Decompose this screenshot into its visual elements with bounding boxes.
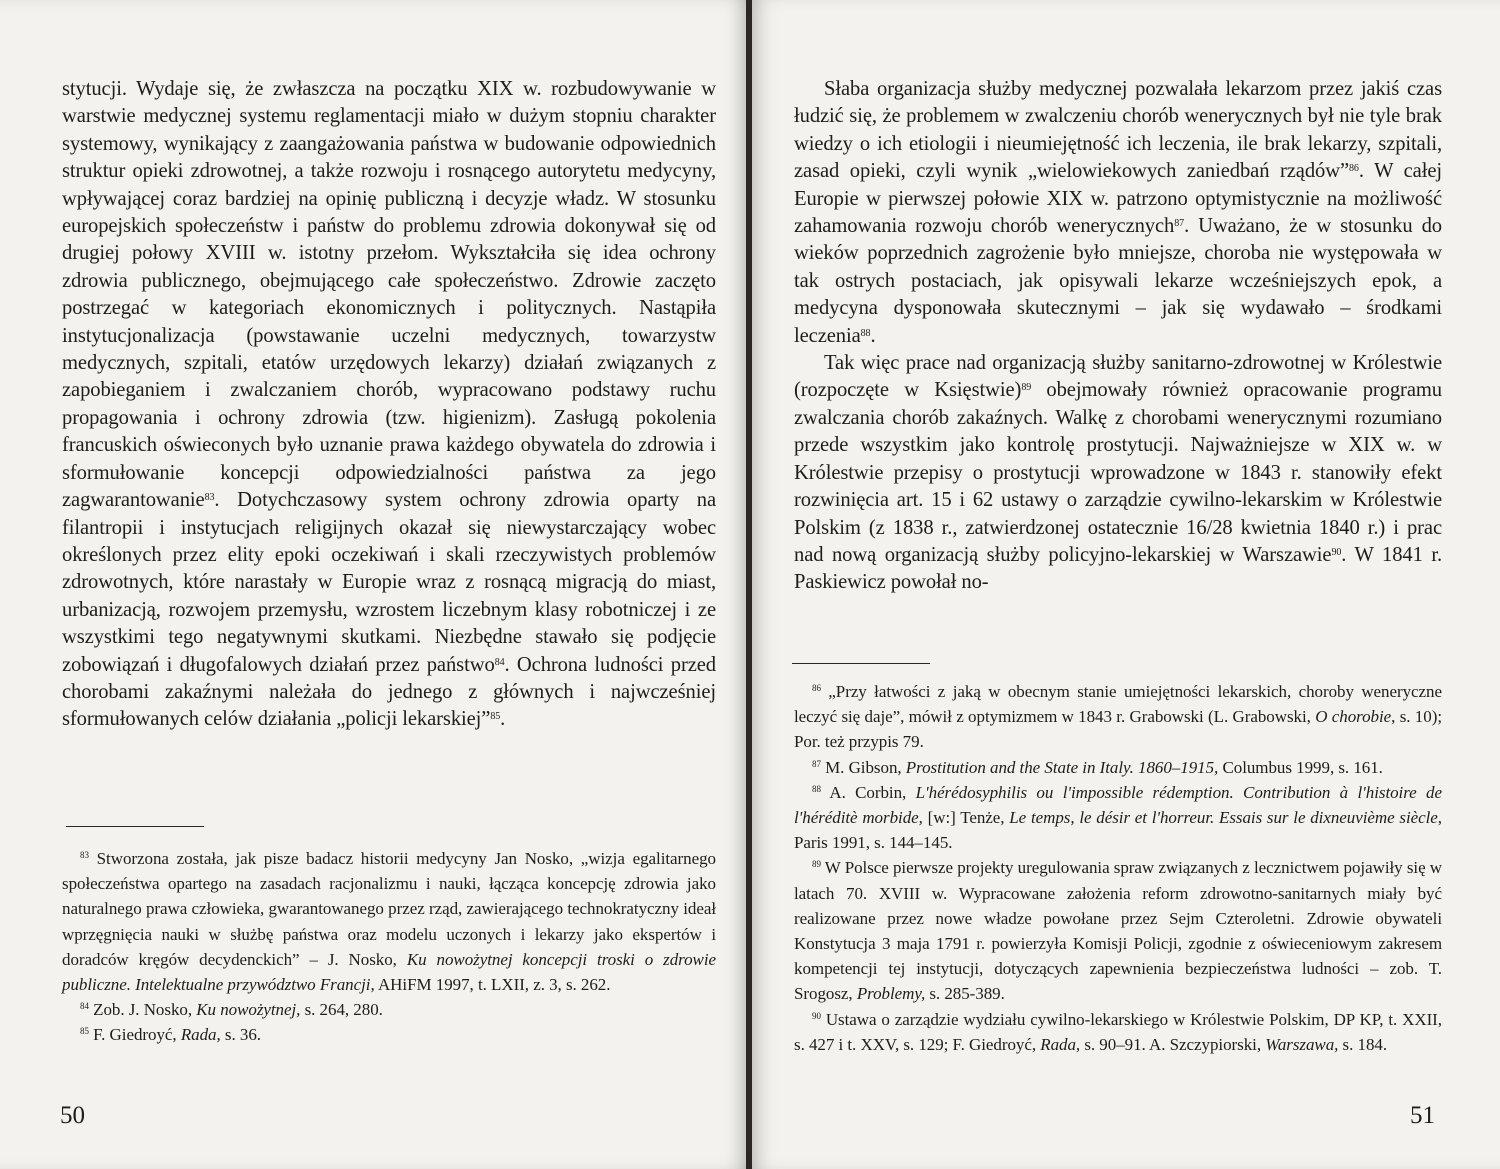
footnote-marker: 90 xyxy=(812,1010,821,1021)
body-paragraph xyxy=(794,350,1442,597)
text-run: W Polsce pierwsze projekty uregulowania spraw związanych z lecznictwem pojawiły się w latach 70. XVIII w. Wypracowane założenia reform zdrowotno-sanitarnych miały być realizowane przez nowe władze powołane przez Sejm Czteroletni. Zdrowie obywateli Konstytucja 3 maja 1791 r. powierzyła Komisji Policji, zgodnie z oświeceniowym zakresem kompetencji tej instytucji, dotyczących zapewnienia bezpieczeństwa ludności – zob. T. Srogosz, xyxy=(794,858,1442,1004)
text-run: A. Corbin, xyxy=(820,782,916,802)
footnote-separator xyxy=(792,663,930,664)
footnote-marker: 89 xyxy=(1021,382,1032,394)
text-run: s. 90–91. A. Szczypiorski, xyxy=(1080,1034,1266,1054)
text-run: , AHiFM 1997, t. LXII, z. 3, s. 262. xyxy=(370,975,611,995)
footnote-marker: 83 xyxy=(204,492,215,504)
italic-title: L'hérédosyphilis ou l'impossible rédemption. Contribution à l'histoire de l'héréditè morbide, xyxy=(794,782,1442,828)
italic-title: Ku nowożytnej koncepcji troski o zdrowie publiczne. Intelektualne przywództwo Francji xyxy=(62,949,717,995)
text-run: s. 285-389. xyxy=(925,984,1005,1004)
left-body-text xyxy=(62,76,716,734)
footnote-separator xyxy=(66,826,204,827)
text-run: Ustawa o zarządzie wydziału cywilno-lekarskiego w Królestwie Polskim, DP KP, t. XXII, s. 427 i t. XXV, s. 129; F. Giedroyć, xyxy=(794,1009,1442,1054)
italic-title: O chorobie xyxy=(1315,707,1392,727)
italic-title: Rada, xyxy=(180,1025,221,1045)
text-run: Zob. J. Nosko, xyxy=(88,1000,197,1020)
italic-title: Le temps, le désir et l'horreur. Essais sur le dixneuvième siècle xyxy=(1009,808,1438,828)
text-run: „Przy łatwości z jaką w obecnym stanie umiejętności lekarskich, choroby weneryczne leczyć się daje”, mówił z optymizmem w 1843 r. Grabowski (L. Grabowski, xyxy=(794,682,1442,727)
text-run: obejmowały również opracowanie programu zwalczania chorób zakaźnych. Walkę z chorobami wenerycznymi rozumiano przede wszystkim jako kontrolę prostytucji. Najważniejsze w XIX w. w Królestwie przepisy o prostytucji wprowadzone w 1843 r. stanowiły efekt rozwinięcia art. 15 i 62 ustawy o zarządzie cywilno-lekarskim w Królestwie Polskim (z 1838 r., zatwierdzonej ostatecznie 16/28 kwietnia 1840 r.) i prac nad nową organizacją służby policyjno-lekarskiej w Warszawie xyxy=(794,379,1442,566)
footnote-marker: 90 xyxy=(1331,546,1342,558)
text-run: Stworzona została, jak pisze badacz historii medycyny Jan Nosko, „wizja egalitarnego społeczeństwa opartego na zasadach racjonalizmu i nauki, łącząca koncepcję zdrowia jako naturalnego prawa człowieka, gwarantowanego przez rząd, zawierającego technokratyczny ideał wprzęgnięcia nauki w służbę państwa oraz modelu uczonych i lekarzy jako ekspertów i doradców kręgów decydenckich” – J. Nosko, xyxy=(62,849,716,969)
footnote-marker: 87 xyxy=(1174,218,1185,230)
text-run: F. Giedroyć, xyxy=(88,1025,181,1045)
right-footnotes xyxy=(794,679,1442,1057)
footnote xyxy=(62,997,716,1022)
footnote xyxy=(794,780,1442,856)
page-number: 50 xyxy=(60,1102,85,1129)
text-run: Tak więc prace nad organizacją służby sanitarno-zdrowotnej w Królestwie (rozpoczęte w Księstwie) xyxy=(794,352,1442,402)
footnote-marker: 83 xyxy=(80,850,89,860)
footnote-marker: 84 xyxy=(494,656,505,668)
text-run: s. 36. xyxy=(220,1025,261,1045)
footnote-marker: 86 xyxy=(1349,163,1359,175)
text-run: Słaba organizacja służby medycznej pozwalała lekarzom przez jakiś czas łudzić się, że problemem w zwalczeniu chorób wenerycznych był nie tyle brak wiedzy o ich etiologii i nieumiejętność ich leczenia, ile brak lekarzy, szpitali, zasad opieki, czyli wynik „wielowiekowych zaniedbań rządów” xyxy=(794,78,1442,183)
footnote-marker: 85 xyxy=(490,711,501,723)
italic-title: Prostitution and the State in Italy. 1860–1915, xyxy=(905,757,1219,777)
text-run: s. 264, 280. xyxy=(300,1000,383,1020)
italic-title: Ku nowożytnej, xyxy=(196,1000,301,1020)
footnote xyxy=(794,755,1442,780)
footnote-marker: 87 xyxy=(812,758,821,769)
text-run: . xyxy=(870,324,876,347)
text-run: . Dotychczasowy system ochrony zdrowia oparty na filantropii i instytucjach religijnych okazał się niewystarczający wobec określonych przez elity epoki oczekiwań i skali rzeczywistych problemów zdrowotnych, które narastały w Europie wraz z rosnącą migracją do miast, urbanizacją, rozwojem przemysłu, wzrostem liczebnym klasy robotniczej i ze wszystkimi tego negatywnymi skutkami. Niezbędne stawało się podjęcie zobowiązań i długofalowych działań przez państwo xyxy=(62,489,716,676)
text-run: M. Gibson, xyxy=(820,757,906,777)
text-run: . W 1841 r. Paskiewicz powołał no- xyxy=(794,543,1442,594)
body-paragraph xyxy=(62,76,716,734)
italic-title: Rada, xyxy=(1040,1034,1081,1054)
text-run: . Uważano, że w stosunku do wieków poprzednich zagrożenie było mniejsze, choroba nie występowała w tak ostrych postaciach, jak opisywali lekarze wcześniejszych epok, a medycyna dysponowała skutecznymi – jak się wydawało – środkami leczenia xyxy=(794,215,1442,347)
footnote xyxy=(62,1022,716,1047)
footnote-marker: 85 xyxy=(80,1026,89,1037)
footnote xyxy=(794,679,1442,755)
right-page xyxy=(752,0,1500,1169)
italic-title: Problemy, xyxy=(856,984,926,1004)
footnote xyxy=(62,846,716,997)
footnote xyxy=(794,855,1442,1006)
text-run: [w:] Tenże, xyxy=(922,808,1010,828)
text-run: Columbus 1999, s. 161. xyxy=(1218,757,1383,777)
footnote-marker: 88 xyxy=(860,327,871,339)
text-run: . xyxy=(500,708,506,731)
text-run: , s. 10); Por. też przypis 79. xyxy=(794,707,1442,752)
footnote-marker: 88 xyxy=(812,783,821,794)
italic-title: Warszawa, xyxy=(1265,1034,1339,1054)
body-paragraph xyxy=(794,76,1442,350)
left-page xyxy=(0,0,748,1169)
text-run: . Ochrona ludności przed chorobami zakaźnymi należała do jednego z głównych i najwcześniej sformułowanych celów działania „policji lekarskiej” xyxy=(62,653,716,731)
left-footnotes xyxy=(62,846,716,1048)
footnote-marker: 84 xyxy=(80,1001,89,1012)
footnote xyxy=(794,1007,1442,1057)
page-number: 51 xyxy=(1410,1102,1435,1129)
text-run: . W całej Europie w pierwszej połowie XIX w. patrzono optymistycznie na możliwość zahamowania rozwoju chorób wenerycznych xyxy=(794,160,1442,238)
text-run: s. 184. xyxy=(1338,1034,1388,1054)
footnote-marker: 89 xyxy=(812,859,821,870)
right-body-text xyxy=(794,76,1442,597)
footnote-marker: 86 xyxy=(812,683,821,693)
text-run: stytucji. Wydaje się, że zwłaszcza na początku XIX w. rozbudowywanie w warstwie medycznej systemu reglamentacji miało w dużym stopniu charakter systemowy, wynikający z zaangażowania państwa w budowanie odpowiednich struktur opieki zdrowotnej, a także rozwoju i rosnącego autorytetu medycyny, wpływającej coraz bardziej na opinię publiczną i decyzje władz. W stosunku europejskich społeczeństw i państw do problemu zdrowia dokonywał się od drugiej połowy XVIII w. istotny przełom. Wykształciła się idea ochrony zdrowia publicznego, obejmującego całe społeczeństwo. Zdrowie zaczęto postrzegać w kategoriach ekonomicznych i politycznych. Nastąpiła instytucjonalizacja (powstawanie uczelni medycznych, towarzystw medycznych, szpitali, etatów urzędowych lekarzy) działań związanych z zapobieganiem i zwalczaniem chorób, wypracowano podstawy ruchu propagowania i ochrony zdrowia (tzw. higienizm). Zasługą pokolenia francuskich oświeconych było uznanie prawa każdego obywatela do zdrowia i sformułowanie koncepcji odpowiedzialności państwa za jego zagwarantowanie xyxy=(62,78,716,512)
text-run: , Paris 1991, s. 144–145. xyxy=(794,808,1442,853)
